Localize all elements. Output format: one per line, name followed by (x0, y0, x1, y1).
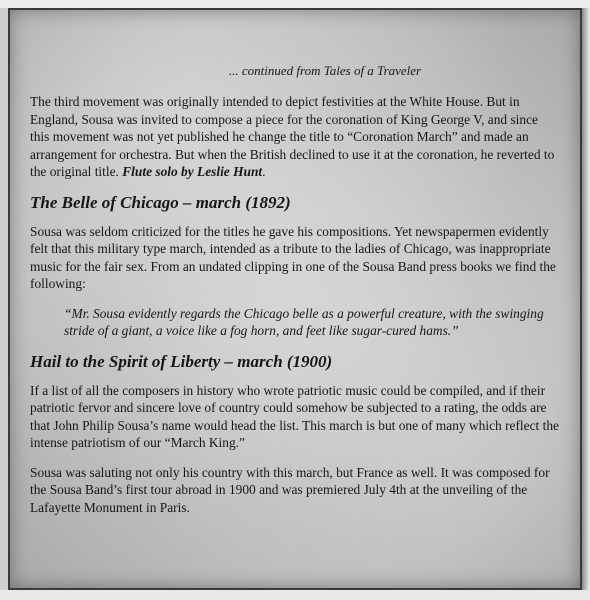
belle-of-chicago-paragraph: Sousa was seldom criticized for the titles he gave his compositions. Yet newspapermen evidently felt that this military type march, intended as a tribute to the ladies of Chicago, was inappropriate music for the fair sex. From an undated clipping in one of the Sousa Band press books we find the following: (30, 223, 556, 291)
belle-of-chicago-heading: The Belle of Chicago – march (1892) (30, 192, 291, 212)
coronation-text: The third movement was originally intended to depict festivities at the White House. But in England, Sousa was invited to compose a piece for the coronation of King George V, and since this movement was not yet published he change the title to “Coronation March” and made an arrangement for orchestra. But when the British declined to use it at the coronation, he reverted to the original title. (30, 94, 555, 179)
panel-content (30, 63, 560, 528)
coronation-paragraph (30, 93, 560, 181)
top-margin (0, 0, 590, 8)
end-period: . (262, 164, 266, 179)
flute-solo-credit: Flute solo by Leslie Hunt (122, 164, 263, 179)
spirit-of-liberty-paragraph-2: Sousa was saluting not only his country with this march, but France as well. It was composed for the Sousa Band’s first tour abroad in 1900 and was premiered July 4th at the unveiling of the Lafayette Monument in Paris. (30, 464, 550, 515)
spirit-of-liberty-paragraph-1: If a list of all the composers in history who wrote patriotic music could be compiled, and if their patriotic fervor and sincere love of country could somehow be subjected to a rating, the odds are that John Philip Sousa’s name would head the list. This march is but one of many which reflect the intense patriotism of our “March King.” (30, 382, 559, 450)
text-panel (8, 8, 582, 590)
press-clipping-quote: “Mr. Sousa evidently regards the Chicago belle as a powerful creature, with the swinging stride of a giant, a voice like a fog horn, and feet like sugar-cured hams.” (64, 305, 544, 338)
bottom-margin (0, 590, 590, 600)
spirit-of-liberty-heading: Hail to the Spirit of Liberty – march (1900) (30, 351, 333, 371)
page-edge (582, 8, 590, 590)
continued-note: ... continued from Tales of a Traveler (228, 63, 422, 78)
